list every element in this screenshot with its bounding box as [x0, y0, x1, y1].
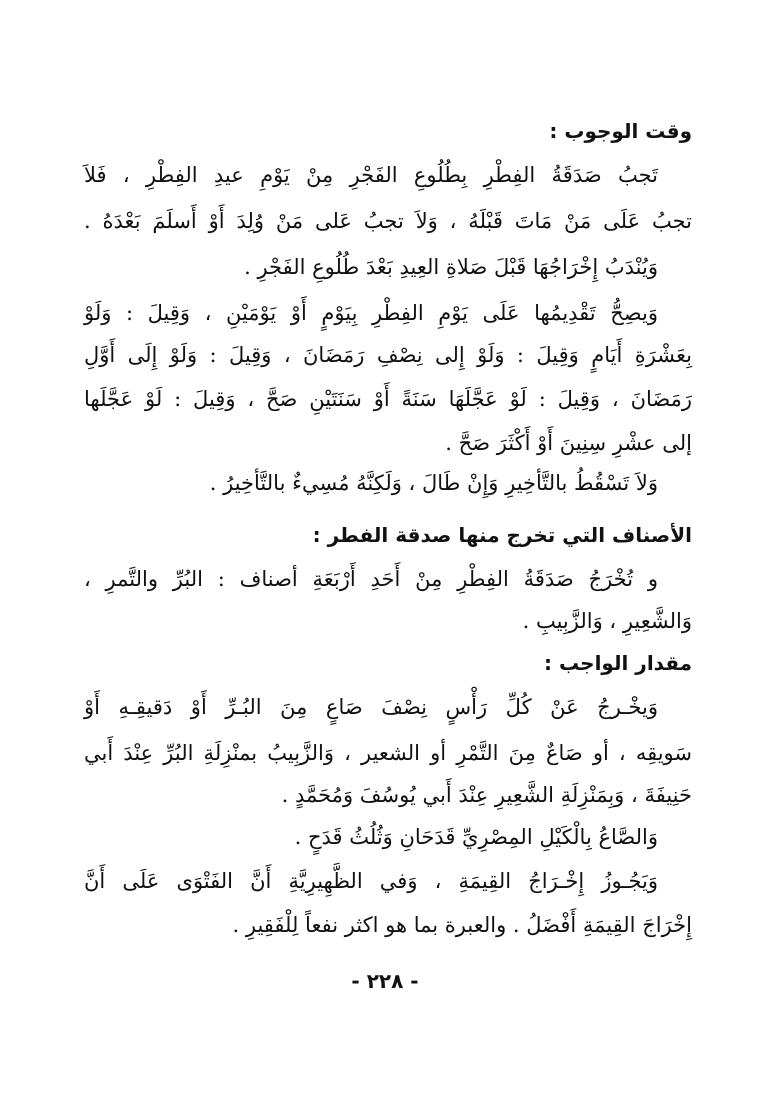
text-line: وَالشَّعِيرِ ، وَالزَّبِيبِ .: [522, 609, 692, 633]
text-line: تجبُ عَلَى مَنْ مَاتَ قَبْلَهُ ، وَلاَ تجبُ عَلى مَنْ وُلِدَ أَوْ أَسلَمَ بَعْدَهُ .: [84, 209, 692, 233]
text-line: إِخْرَاجَ القِيمَةِ أَفْضَلُ . والعبرة بما هو اكثر نفعاً لِلْفَقِيرِ .: [232, 913, 692, 937]
section-heading-amount: مقدار الواجب :: [544, 651, 692, 675]
text-line: وَيَجُـوزُ إِخْـرَاجُ القِيمَةِ ، وَفي الظَّهِيرِيَّةِ أَنَّ الفَتْوَى عَلَى أَنَّ: [84, 869, 658, 893]
text-line: تَجبُ صَدَقَةُ الفِطْرِ بِطُلُوعِ الفَجْرِ مِنْ يَوْمِ عيدِ الفِطْرِ ، فَلاَ: [84, 163, 658, 187]
text-line: بِعَشْرَةِ أَيَامٍ وَقِيلَ : وَلَوْ إِلى نِصْفِ رَمَضَانَ ، وَقِيلَ : وَلَوْ إِلَى أَوَّلِ: [84, 343, 692, 367]
text-line: سَويقِه ، أو صَاعٌ مِنَ التَّمْرِ أو الشعير ، وَالزَّبِيبُ بمنْزِلَةِ البُرِّ عِنْدَ أَبي: [84, 741, 692, 765]
text-line: وَيصِحُّ تَقْدِيمُها عَلَى يَوْمِ الفِطْرِ بِيَوْمٍ أَوْ يَوْمَيْنِ ، وَقِيلَ : وَلَوْ: [84, 301, 658, 325]
text-line: وَيخْـرجُ عَنْ كُلِّ رَأْسٍ نِصْفَ صَاعٍ مِنَ البُـرِّ أَوْ دَقيقِـهِ أَوْ: [84, 695, 658, 719]
section-heading-time: وقت الوجوب :: [549, 119, 692, 143]
text-line: و تُخْرَجُ صَدَقَةُ الفِطْرِ مِنْ أَحَدِ أَرْبَعَةِ أصناف : البُرِّ والتَّمرِ ،: [84, 567, 658, 591]
section-heading-categories: الأصناف التي تخرج منها صدقة الفطر :: [312, 523, 692, 547]
text-line: وَلاَ تَسْقُطُ بالتَّأخِيرِ وَإِنْ طَالَ ، وَلَكِنَّهُ مُسِيءٌ بالتَّأخِيرُ .: [209, 471, 658, 495]
text-line: رَمَضَانَ ، وَقِيلَ : لَوْ عَجَّلَهَا سَنَةً أَوْ سَنَتَيْنِ صَحَّ ، وَقِيلَ : لَوْ عَجَّلَها: [84, 387, 692, 411]
text-line: إلى عشْرِ سِنِينَ أَوْ أَكْثَرَ صَحَّ .: [445, 431, 692, 455]
text-line: حَنِيفَةَ ، وَبِمَنْزِلَةِ الشَّعِيرِ عِنْدَ أَبي يُوسُفَ وَمُحَمَّدٍ .: [281, 783, 692, 807]
text-line: وَالصَّاعُ بِالْكَيْلِ المِصْرِيِّ قَدَحَانِ وَثُلُثُ قَدَحٍ .: [294, 825, 658, 849]
page-number: - ٢٢٨ -: [351, 969, 419, 993]
text-line: وَيُنْدَبُ إِخْرَاجُهَا قَبْلَ صَلاةِ العِيدِ بَعْدَ طُلُوعِ الفَجْرِ .: [244, 255, 658, 279]
